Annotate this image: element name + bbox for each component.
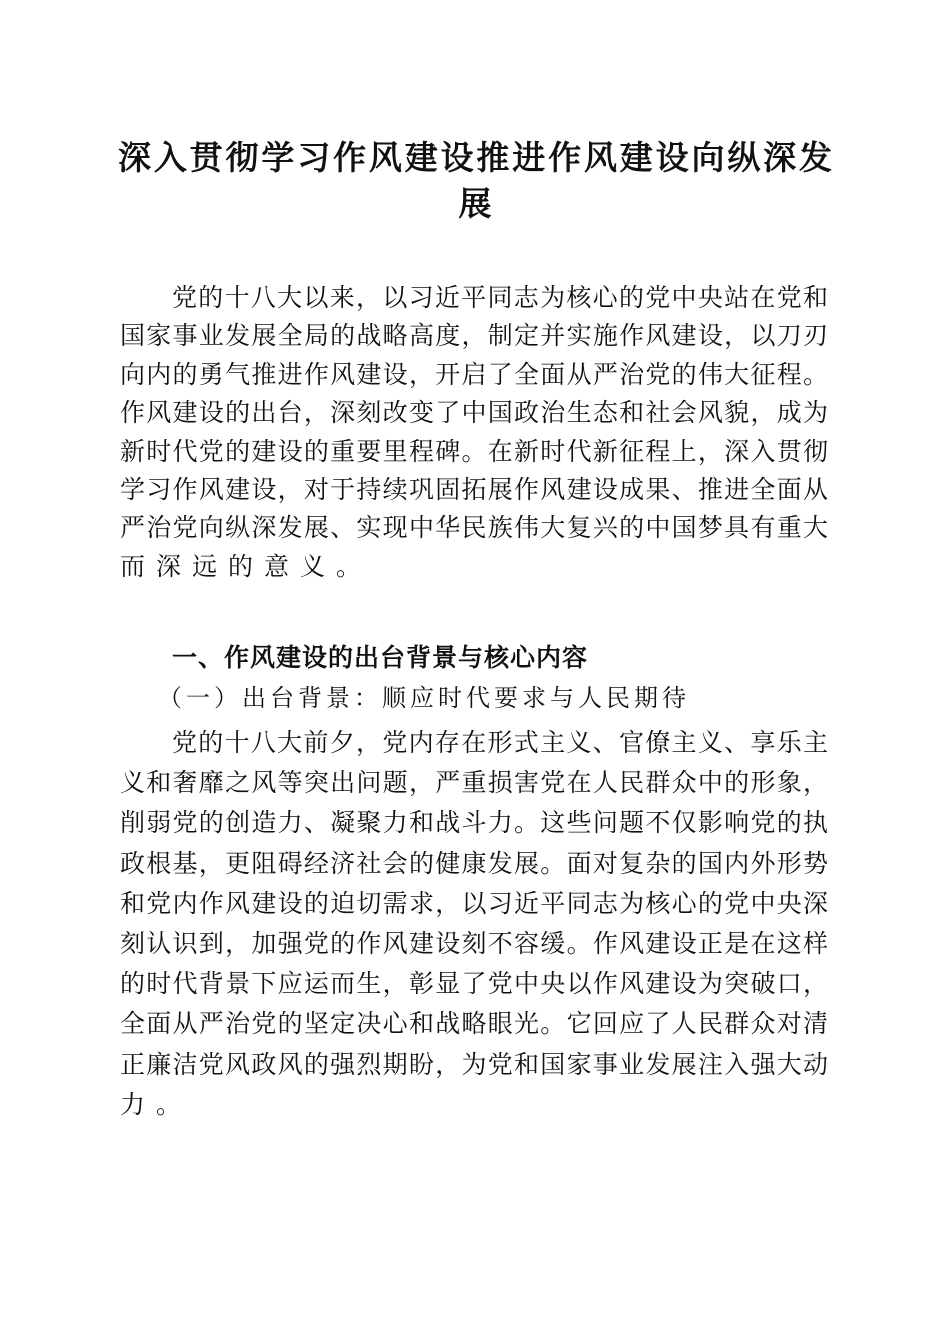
text-line: 新时代党的建设的重要里程碑。在新时代新征程上，深入贯彻 xyxy=(120,436,828,466)
text-line: 党的十八大以来，以习近平同志为核心的党中央站在党和 xyxy=(172,283,828,312)
section-heading: 一、作风建设的出台背景与核心内容 xyxy=(172,643,589,672)
text-line: 而深远的意义。 xyxy=(120,551,373,581)
text-line: 作风建设的出台，深刻改变了中国政治生态和社会风貌，成为 xyxy=(120,398,828,428)
text-line: 义和奢靡之风等突出问题，严重损害党在人民群众中的形象， xyxy=(120,768,828,798)
text-line: 向内的勇气推进作风建设，开启了全面从严治党的伟大征程。 xyxy=(120,359,828,389)
paragraph-background xyxy=(120,723,828,1125)
text-line: 正廉洁党风政风的强烈期盼，为党和国家事业发展注入强大动 xyxy=(120,1049,828,1079)
subsection-heading: （一）出台背景：顺应时代要求与人民期待 xyxy=(158,684,690,712)
title-line: 深入贯彻学习作风建设推进作风建设向纵深发 xyxy=(118,138,832,177)
text-line: 国家事业发展全局的战略高度，制定并实施作风建设，以刀刃 xyxy=(120,321,828,351)
text-line: 力。 xyxy=(120,1089,193,1119)
text-line: 刻认识到，加强党的作风建设刻不容缓。作风建设正是在这样 xyxy=(120,928,828,958)
text-line: 的时代背景下应运而生，彰显了党中央以作风建设为突破口， xyxy=(120,969,828,999)
title-line: 展 xyxy=(458,184,492,223)
text-line: 党的十八大前夕，党内存在形式主义、官僚主义、享乐主 xyxy=(172,728,828,757)
text-line: 严治党向纵深发展、实现中华民族伟大复兴的中国梦具有重大 xyxy=(120,513,828,543)
text-line: 政根基，更阻碍经济社会的健康发展。面对复杂的国内外形势 xyxy=(120,848,828,878)
text-line: 学习作风建设，对于持续巩固拓展作风建设成果、推进全面从 xyxy=(120,474,828,504)
paragraph-intro xyxy=(120,279,828,586)
text-line: 削弱党的创造力、凝聚力和战斗力。这些问题不仅影响党的执 xyxy=(120,808,828,838)
text-line: 和党内作风建设的迫切需求，以习近平同志为核心的党中央深 xyxy=(120,888,828,918)
text-line: 全面从严治党的坚定决心和战略眼光。它回应了人民群众对清 xyxy=(120,1009,828,1039)
document-title xyxy=(118,135,832,227)
